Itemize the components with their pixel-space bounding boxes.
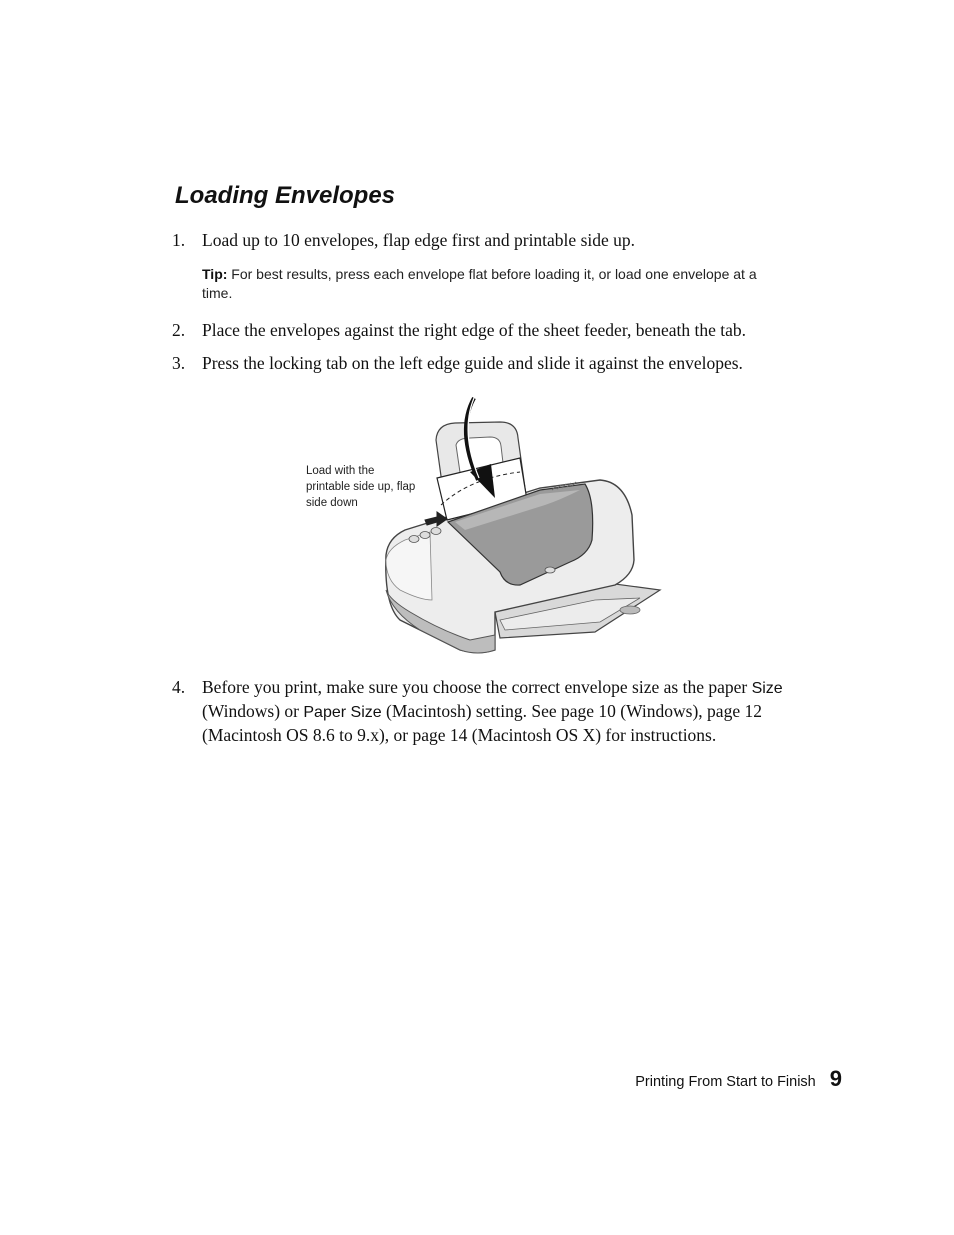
step-number: 4. bbox=[172, 677, 186, 697]
footer-section-title: Printing From Start to Finish bbox=[635, 1074, 816, 1090]
printer-illustration bbox=[300, 390, 670, 660]
step-2 bbox=[172, 319, 802, 341]
figure-callout: Load with the printable side up, flap side down bbox=[306, 465, 416, 509]
tip-text: For best results, press each envelope flat before loading it, or load one envelope at a time. bbox=[202, 266, 757, 301]
step-text: Place the envelopes against the right edge of the sheet feeder, beneath the tab. bbox=[202, 320, 747, 340]
setting-size: Size bbox=[751, 680, 783, 697]
step-3 bbox=[172, 352, 802, 374]
step-text-part: (Windows) or bbox=[202, 701, 304, 721]
step-text: Load up to 10 envelopes, flap edge first and printable side up. bbox=[202, 230, 636, 250]
step-text-part: (Macintosh) setting. See page 10 (Windows), page 12 (Macintosh OS 8.6 to 9.x), or page 14 (Macintosh OS X) for instructions. bbox=[202, 701, 762, 745]
step-number: 2. bbox=[172, 320, 186, 340]
step-4 bbox=[172, 676, 802, 746]
page-number: 9 bbox=[829, 1066, 842, 1091]
tip-label: Tip: bbox=[202, 266, 228, 282]
step-text bbox=[202, 676, 802, 746]
page-title: Loading Envelopes bbox=[175, 182, 396, 209]
step-number: 1. bbox=[172, 230, 186, 250]
tip-note bbox=[202, 265, 762, 303]
step-1 bbox=[172, 229, 802, 251]
step-text-part: Before you print, make sure you choose the correct envelope size as the paper bbox=[202, 677, 752, 697]
page-footer bbox=[635, 1066, 842, 1092]
step-number: 3. bbox=[172, 353, 186, 373]
step-text: Press the locking tab on the left edge guide and slide it against the envelopes. bbox=[202, 353, 743, 373]
setting-paper-size: Paper Size bbox=[303, 704, 382, 721]
